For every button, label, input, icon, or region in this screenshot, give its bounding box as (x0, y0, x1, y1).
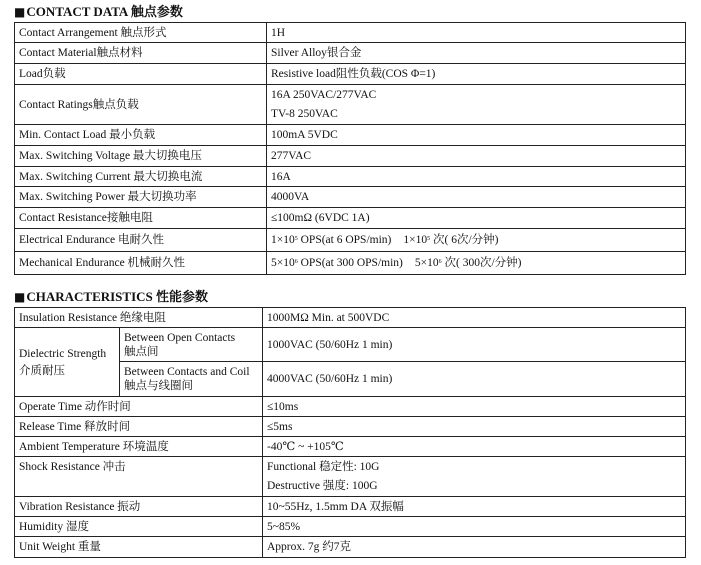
table-row (15, 125, 686, 146)
table-row (15, 517, 686, 537)
row-label: Max. Switching Power 最大切换功率 (15, 187, 267, 208)
row-value: $5\times 10^6$ OPS(at 300 OPS/min) $5\times 10^6$ 次( 300次/分钟) (267, 252, 686, 275)
row-value: -40℃ ~ +105℃ (263, 437, 686, 457)
square-bullet-icon: ■ (14, 290, 26, 304)
row-label: Contact Material触点材料 (15, 43, 267, 64)
table-row (15, 64, 686, 85)
row-value: 1000MΩ Min. at 500VDC (263, 308, 686, 328)
row-value: 1000VAC (50/60Hz 1 min) (263, 328, 686, 362)
row-value: ≤100mΩ (6VDC 1A) (267, 208, 686, 229)
row-label: Min. Contact Load 最小负载 (15, 125, 267, 146)
table-row (15, 397, 686, 417)
row-label: Shock Resistance 冲击 (15, 457, 263, 497)
row-label: Unit Weight 重量 (15, 537, 263, 558)
row-label: Operate Time 动作时间 (15, 397, 263, 417)
table-row (15, 146, 686, 167)
row-value: ≤5ms (263, 417, 686, 437)
row-label: Max. Switching Current 最大切换电流 (15, 167, 267, 187)
row-label: Max. Switching Voltage 最大切换电压 (15, 146, 267, 167)
row-label: Load负载 (15, 64, 267, 85)
dielectric-strength-label: Dielectric Strength 介质耐压 (15, 328, 120, 397)
row-value: $1\times 10^5$ OPS(at 6 OPS/min) $1\times 10^5$ 次( 6次/分钟) (267, 229, 686, 252)
table-row (15, 85, 686, 125)
table-row (15, 497, 686, 517)
row-label: Contact Resistance接触电阻 (15, 208, 267, 229)
table-row (15, 208, 686, 229)
row-label: Ambient Temperature 环境温度 (15, 437, 263, 457)
row-label: Release Time 释放时间 (15, 417, 263, 437)
square-bullet-icon: ■ (14, 5, 26, 19)
row-value: 4000VAC (50/60Hz 1 min) (263, 362, 686, 397)
row-value: 5~85% (263, 517, 686, 537)
row-label: Mechanical Endurance 机械耐久性 (15, 252, 267, 275)
rating-line: 16A 250VAC/277VAC (271, 89, 377, 101)
row-value: 4000VA (267, 187, 686, 208)
row-label: Electrical Endurance 电耐久性 (15, 229, 267, 252)
table-row (15, 252, 686, 275)
row-value: 277VAC (267, 146, 686, 167)
row-label: Contact Ratings触点负载 (15, 85, 267, 125)
row-value: 1H (267, 23, 686, 43)
row-label: Humidity 湿度 (15, 517, 263, 537)
row-value: 100mA 5VDC (267, 125, 686, 146)
row-value: ≤10ms (263, 397, 686, 417)
table-row (15, 167, 686, 187)
table-row (15, 537, 686, 558)
characteristics-heading: ■CHARACTERISTICS 性能参数 (14, 289, 209, 304)
table-row (15, 417, 686, 437)
table-row (15, 457, 686, 497)
table-row (15, 23, 686, 43)
sub-label: Between Open Contacts 触点间 (120, 328, 263, 362)
sub-label: Between Contacts and Coil 触点与线圈间 (120, 362, 263, 397)
table-row (15, 308, 686, 328)
row-value: 10~55Hz, 1.5mm DA 双振幅 (263, 497, 686, 517)
table-row (15, 328, 686, 362)
row-value: Resistive load阻性负载(COS Φ=1) (267, 64, 686, 85)
table-row (15, 43, 686, 64)
row-value: Silver Alloy银合金 (267, 43, 686, 64)
characteristics-table (14, 307, 686, 558)
contact-data-heading: ■CONTACT DATA 触点参数 (14, 4, 183, 19)
table-row (15, 229, 686, 252)
row-label: Vibration Resistance 振动 (15, 497, 263, 517)
table-row (15, 187, 686, 208)
row-value (267, 85, 686, 125)
row-label: Contact Arrangement 触点形式 (15, 23, 267, 43)
row-value: 16A (267, 167, 686, 187)
table-row (15, 437, 686, 457)
rating-line: TV-8 250VAC (271, 108, 338, 120)
row-value: Functional 稳定性: 10G Destructive 强度: 100G (263, 457, 686, 497)
row-value: Approx. 7g 约7克 (263, 537, 686, 558)
contact-data-table (14, 22, 686, 275)
row-label: Insulation Resistance 绝缘电阻 (15, 308, 263, 328)
